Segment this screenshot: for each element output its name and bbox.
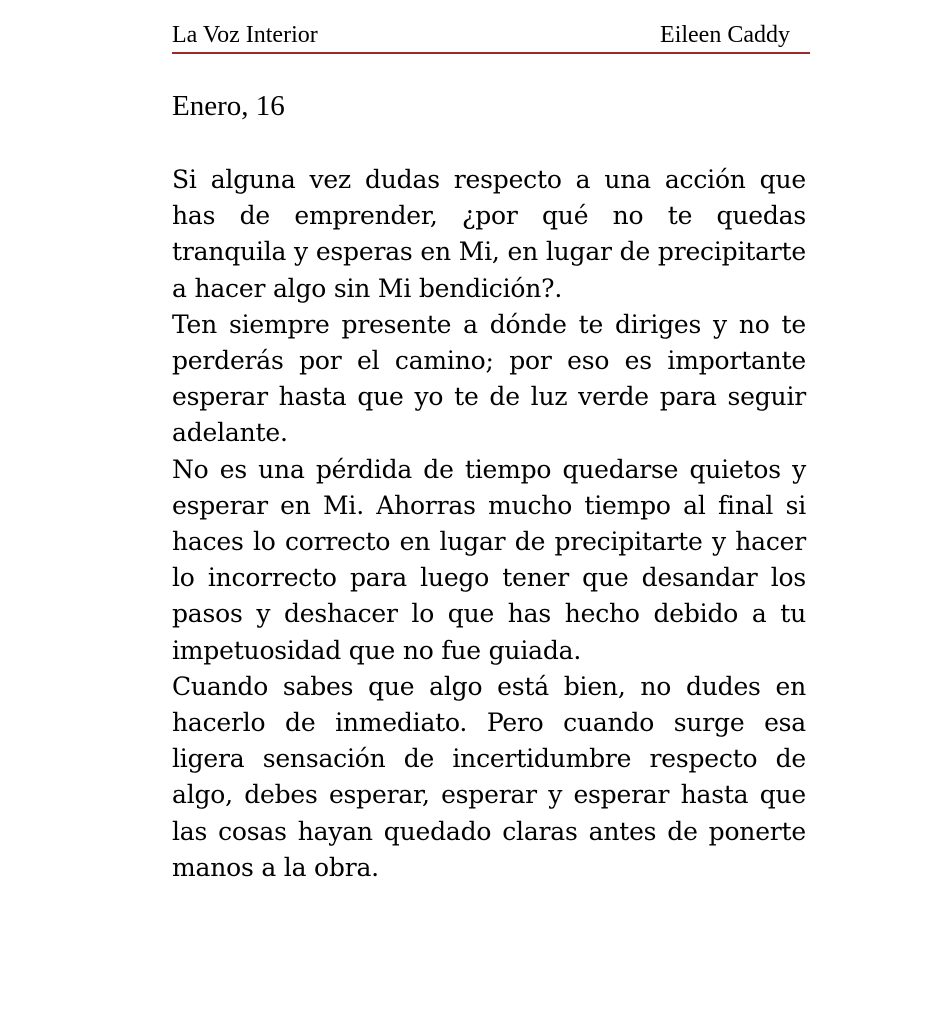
paragraph-4: Cuando sabes que algo está bien, no dudes en hacerlo de inmediato. Pero cuando surge esa ligera sensación de incertidumbre respecto de algo, debes esperar, esperar y esperar hasta que las cosas hayan quedado claras antes de ponerte manos a la obra. xyxy=(172,671,806,882)
paragraph-2: Ten siempre presente a dónde te diriges y no te perderás por el camino; por eso es importante esperar hasta que yo te de luz verde para seguir adelante. xyxy=(172,309,806,448)
author-name: Eileen Caddy xyxy=(660,22,790,48)
paragraph-3: No es una pérdida de tiempo quedarse quietos y esperar en Mi. Ahorras mucho tiempo al final si haces lo correcto en lugar de precipitarte y hacer lo incorrecto para luego tener que desandar los pasos y deshacer lo que has hecho debido a tu impetuosidad que no fue guiada. xyxy=(172,454,806,665)
entry-body xyxy=(172,162,806,886)
running-header xyxy=(172,20,810,54)
entry-date: Enero, 16 xyxy=(172,90,285,122)
paragraph-1: Si alguna vez dudas respecto a una acción que has de emprender, ¿por qué no te quedas tranquila y esperas en Mi, en lugar de precipitarte a hacer algo sin Mi bendición?. xyxy=(172,165,806,303)
book-title: La Voz Interior xyxy=(172,22,318,48)
